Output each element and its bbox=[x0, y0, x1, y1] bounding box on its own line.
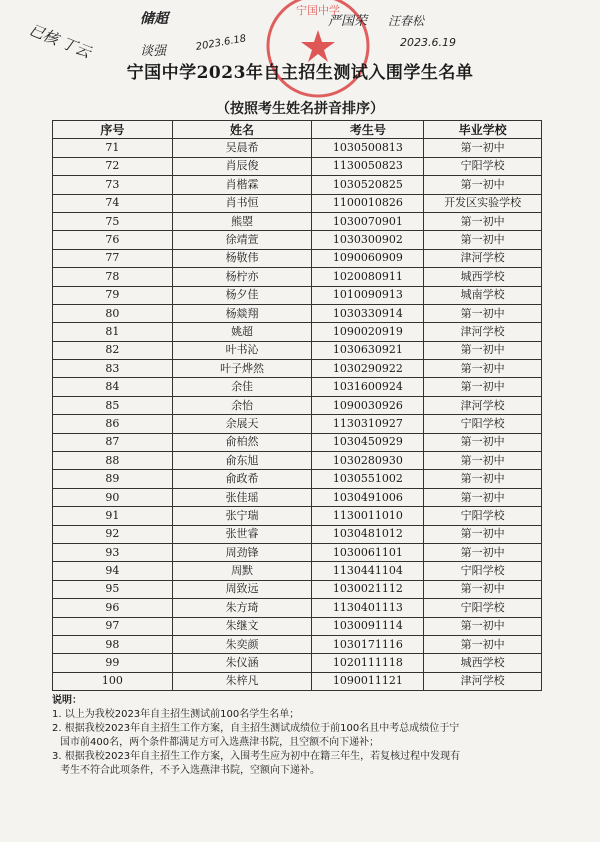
cell-name: 俞柏然 bbox=[172, 433, 312, 451]
cell-exam-number: 1030091114 bbox=[312, 617, 424, 635]
cell-exam-number: 1030280930 bbox=[312, 452, 424, 470]
cell-index: 85 bbox=[53, 396, 173, 414]
table-row bbox=[53, 212, 542, 230]
table-row bbox=[53, 360, 542, 378]
cell-school: 第一初中 bbox=[424, 176, 542, 194]
table-row bbox=[53, 452, 542, 470]
table-row bbox=[53, 635, 542, 653]
cell-school: 第一初中 bbox=[424, 378, 542, 396]
cell-exam-number: 1030070901 bbox=[312, 212, 424, 230]
note-line-2a: 2. 根据我校2023年自主招生工作方案，自主招生测试成绩位于前100名且中考总成绩位于宁 bbox=[52, 723, 460, 734]
cell-name: 朱方琦 bbox=[172, 599, 312, 617]
cell-index: 74 bbox=[53, 194, 173, 212]
table-row bbox=[53, 286, 542, 304]
note-line-3a: 3. 根据我校2023年自主招生工作方案，入围考生应为初中在籍三年生，若复核过程中发现有 bbox=[52, 751, 461, 762]
table-row bbox=[53, 580, 542, 598]
cell-exam-number: 1030630921 bbox=[312, 341, 424, 359]
table-row bbox=[53, 470, 542, 488]
cell-exam-number: 1030551002 bbox=[312, 470, 424, 488]
note-line-2b: 国市前400名，两个条件都满足方可入选燕津书院，且空额不向下递补； bbox=[60, 737, 380, 748]
cell-exam-number: 1130310927 bbox=[312, 415, 424, 433]
cell-index: 93 bbox=[53, 543, 173, 561]
cell-exam-number: 1030481012 bbox=[312, 525, 424, 543]
cell-school: 宁阳学校 bbox=[424, 507, 542, 525]
cell-index: 87 bbox=[53, 433, 173, 451]
header-graduating-school: 毕业学校 bbox=[424, 121, 542, 139]
cell-index: 95 bbox=[53, 580, 173, 598]
cell-index: 81 bbox=[53, 323, 173, 341]
note-line-1: 1. 以上为我校2023年自主招生测试前100名学生名单； bbox=[52, 709, 300, 720]
table-row bbox=[53, 341, 542, 359]
cell-index: 78 bbox=[53, 268, 173, 286]
cell-school: 第一初中 bbox=[424, 433, 542, 451]
cell-index: 88 bbox=[53, 452, 173, 470]
cell-name: 姚超 bbox=[172, 323, 312, 341]
handwritten-signature-right-b: 汪春松 bbox=[388, 14, 425, 28]
document-subtitle: （按照考生姓名拼音排序） bbox=[216, 101, 384, 117]
table-row bbox=[53, 415, 542, 433]
cell-exam-number: 1030061101 bbox=[312, 543, 424, 561]
cell-name: 徐靖萱 bbox=[172, 231, 312, 249]
cell-name: 杨敬伟 bbox=[172, 249, 312, 267]
cell-name: 周默 bbox=[172, 562, 312, 580]
table-row bbox=[53, 396, 542, 414]
cell-name: 杨燚翔 bbox=[172, 304, 312, 322]
cell-name: 熊曌 bbox=[172, 212, 312, 230]
cell-exam-number: 1090030926 bbox=[312, 396, 424, 414]
cell-index: 94 bbox=[53, 562, 173, 580]
cell-index: 72 bbox=[53, 157, 173, 175]
header-exam-number: 考生号 bbox=[312, 121, 424, 139]
cell-name: 张宁瑞 bbox=[172, 507, 312, 525]
table-row bbox=[53, 525, 542, 543]
cell-school: 宁阳学校 bbox=[424, 157, 542, 175]
cell-index: 99 bbox=[53, 654, 173, 672]
cell-school: 开发区实验学校 bbox=[424, 194, 542, 212]
table-header-row bbox=[53, 121, 542, 139]
cell-exam-number: 1030021112 bbox=[312, 580, 424, 598]
cell-name: 肖辰俊 bbox=[172, 157, 312, 175]
cell-exam-number: 1130401113 bbox=[312, 599, 424, 617]
table-row bbox=[53, 433, 542, 451]
cell-name: 叶子烨然 bbox=[172, 360, 312, 378]
cell-exam-number: 1130441104 bbox=[312, 562, 424, 580]
cell-index: 86 bbox=[53, 415, 173, 433]
cell-index: 97 bbox=[53, 617, 173, 635]
student-roster-table bbox=[52, 120, 542, 691]
cell-school: 城南学校 bbox=[424, 286, 542, 304]
cell-school: 第一初中 bbox=[424, 341, 542, 359]
cell-index: 82 bbox=[53, 341, 173, 359]
cell-school: 第一初中 bbox=[424, 452, 542, 470]
cell-index: 83 bbox=[53, 360, 173, 378]
cell-index: 89 bbox=[53, 470, 173, 488]
handwritten-date-mid: 2023.6.18 bbox=[195, 33, 248, 53]
cell-name: 余佳 bbox=[172, 378, 312, 396]
cell-school: 第一初中 bbox=[424, 543, 542, 561]
cell-name: 朱仪涵 bbox=[172, 654, 312, 672]
cell-exam-number: 1090011121 bbox=[312, 672, 424, 690]
cell-school: 第一初中 bbox=[424, 212, 542, 230]
note-line-3b: 考生不符合此项条件，不予入选燕津书院，空额向下递补。 bbox=[60, 765, 320, 776]
cell-school: 第一初中 bbox=[424, 580, 542, 598]
cell-name: 俞东旭 bbox=[172, 452, 312, 470]
cell-name: 周劲锋 bbox=[172, 543, 312, 561]
table-row bbox=[53, 543, 542, 561]
cell-index: 79 bbox=[53, 286, 173, 304]
cell-school: 津河学校 bbox=[424, 323, 542, 341]
header-name: 姓名 bbox=[172, 121, 312, 139]
cell-school: 第一初中 bbox=[424, 231, 542, 249]
cell-index: 92 bbox=[53, 525, 173, 543]
cell-school: 第一初中 bbox=[424, 488, 542, 506]
cell-school: 第一初中 bbox=[424, 617, 542, 635]
cell-exam-number: 1020111118 bbox=[312, 654, 424, 672]
cell-school: 第一初中 bbox=[424, 635, 542, 653]
cell-exam-number: 1030330914 bbox=[312, 304, 424, 322]
header-index: 序号 bbox=[53, 121, 173, 139]
cell-school: 津河学校 bbox=[424, 249, 542, 267]
cell-name: 朱梓凡 bbox=[172, 672, 312, 690]
cell-school: 第一初中 bbox=[424, 470, 542, 488]
cell-name: 余怡 bbox=[172, 396, 312, 414]
table-row bbox=[53, 562, 542, 580]
cell-school: 津河学校 bbox=[424, 672, 542, 690]
cell-school: 第一初中 bbox=[424, 525, 542, 543]
cell-exam-number: 1130011010 bbox=[312, 507, 424, 525]
cell-school: 津河学校 bbox=[424, 396, 542, 414]
cell-name: 张佳瑶 bbox=[172, 488, 312, 506]
cell-name: 朱继文 bbox=[172, 617, 312, 635]
table-row bbox=[53, 194, 542, 212]
cell-school: 第一初中 bbox=[424, 360, 542, 378]
cell-name: 俞政希 bbox=[172, 470, 312, 488]
cell-exam-number: 1020080911 bbox=[312, 268, 424, 286]
handwritten-note-left: 已核 丁云 bbox=[26, 20, 94, 62]
table-row bbox=[53, 617, 542, 635]
cell-exam-number: 1030290922 bbox=[312, 360, 424, 378]
cell-index: 100 bbox=[53, 672, 173, 690]
table-row bbox=[53, 249, 542, 267]
cell-exam-number: 1090020919 bbox=[312, 323, 424, 341]
handwritten-signature-top: 储超 bbox=[140, 11, 168, 27]
cell-exam-number: 1130050823 bbox=[312, 157, 424, 175]
cell-name: 杨夕佳 bbox=[172, 286, 312, 304]
cell-name: 杨柠亦 bbox=[172, 268, 312, 286]
table-row bbox=[53, 268, 542, 286]
cell-name: 肖书恒 bbox=[172, 194, 312, 212]
cell-name: 叶书沁 bbox=[172, 341, 312, 359]
cell-index: 73 bbox=[53, 176, 173, 194]
handwritten-date-right: 2023.6.19 bbox=[400, 36, 456, 49]
cell-name: 肖楷霖 bbox=[172, 176, 312, 194]
table-row bbox=[53, 157, 542, 175]
cell-exam-number: 1030450929 bbox=[312, 433, 424, 451]
seal-text: 宁国中学 bbox=[296, 4, 340, 17]
cell-exam-number: 1090060909 bbox=[312, 249, 424, 267]
cell-exam-number: 1030300902 bbox=[312, 231, 424, 249]
table-row bbox=[53, 507, 542, 525]
cell-index: 98 bbox=[53, 635, 173, 653]
table-row bbox=[53, 304, 542, 322]
cell-school: 城西学校 bbox=[424, 654, 542, 672]
table-row bbox=[53, 139, 542, 157]
cell-school: 城西学校 bbox=[424, 268, 542, 286]
cell-school: 宁阳学校 bbox=[424, 562, 542, 580]
cell-index: 90 bbox=[53, 488, 173, 506]
cell-index: 75 bbox=[53, 212, 173, 230]
cell-exam-number: 1030171116 bbox=[312, 635, 424, 653]
cell-index: 80 bbox=[53, 304, 173, 322]
notes-label: 说明： bbox=[52, 695, 82, 706]
cell-index: 96 bbox=[53, 599, 173, 617]
table-row bbox=[53, 654, 542, 672]
cell-exam-number: 1030520825 bbox=[312, 176, 424, 194]
cell-exam-number: 1100010826 bbox=[312, 194, 424, 212]
table-row bbox=[53, 488, 542, 506]
cell-exam-number: 1010090913 bbox=[312, 286, 424, 304]
cell-name: 朱奕颜 bbox=[172, 635, 312, 653]
table-row bbox=[53, 599, 542, 617]
handwritten-signature-right-a: 严国荣 bbox=[328, 14, 368, 29]
cell-name: 吴晨希 bbox=[172, 139, 312, 157]
table-row bbox=[53, 672, 542, 690]
cell-school: 第一初中 bbox=[424, 139, 542, 157]
cell-index: 71 bbox=[53, 139, 173, 157]
table-row bbox=[53, 323, 542, 341]
cell-index: 76 bbox=[53, 231, 173, 249]
handwritten-signature-mid: 谈强 bbox=[140, 44, 167, 59]
table-row bbox=[53, 231, 542, 249]
cell-index: 84 bbox=[53, 378, 173, 396]
document-title: 宁国中学2023年自主招生测试入围学生名单 bbox=[126, 63, 474, 83]
cell-index: 91 bbox=[53, 507, 173, 525]
notes-section bbox=[52, 694, 592, 778]
cell-name: 张世睿 bbox=[172, 525, 312, 543]
cell-exam-number: 1030491006 bbox=[312, 488, 424, 506]
cell-name: 周致远 bbox=[172, 580, 312, 598]
cell-name: 余展天 bbox=[172, 415, 312, 433]
cell-school: 宁阳学校 bbox=[424, 599, 542, 617]
cell-index: 77 bbox=[53, 249, 173, 267]
cell-school: 宁阳学校 bbox=[424, 415, 542, 433]
cell-exam-number: 1030500813 bbox=[312, 139, 424, 157]
cell-exam-number: 1031600924 bbox=[312, 378, 424, 396]
table-row bbox=[53, 176, 542, 194]
table-row bbox=[53, 378, 542, 396]
cell-school: 第一初中 bbox=[424, 304, 542, 322]
